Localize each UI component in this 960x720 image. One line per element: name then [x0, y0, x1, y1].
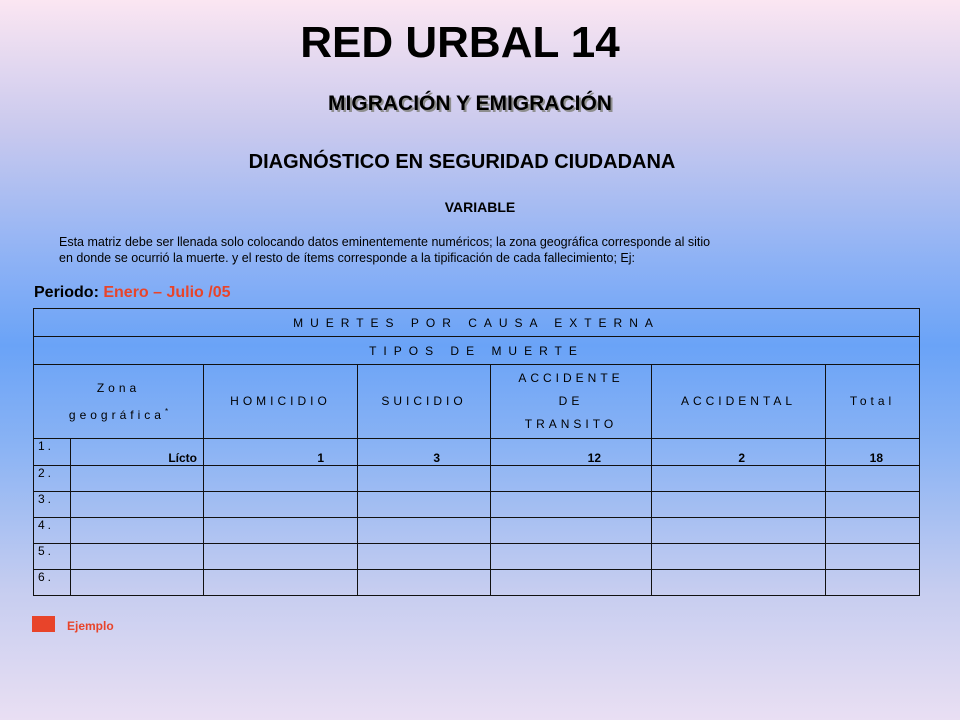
col-header-accidente: [491, 365, 652, 439]
cell-homicidio[interactable]: [204, 544, 358, 570]
variable-heading: VARIABLE: [444, 199, 516, 215]
cell-accidente[interactable]: [491, 544, 652, 570]
table-row: [34, 570, 920, 596]
cell-total[interactable]: [826, 518, 920, 544]
cell-accidente[interactable]: [491, 570, 652, 596]
cell-homicidio[interactable]: 1: [204, 439, 358, 466]
cell-homicidio[interactable]: [204, 466, 358, 492]
cell-total[interactable]: [826, 492, 920, 518]
cell-zona[interactable]: [71, 518, 204, 544]
cell-accidente[interactable]: [491, 466, 652, 492]
cell-accidental[interactable]: [652, 544, 826, 570]
row-number: 5.: [34, 544, 71, 570]
row-number: 2.: [34, 466, 71, 492]
cell-accidente[interactable]: [491, 492, 652, 518]
page-subtitle: MIGRACIÓN Y EMIGRACIÓN: [328, 92, 612, 115]
cell-total[interactable]: [826, 570, 920, 596]
period: [34, 284, 231, 302]
page-title: RED URBAL 14: [300, 18, 620, 67]
table-title: MUERTES POR CAUSA EXTERNA: [34, 309, 920, 337]
description-line-1: Esta matriz debe ser llenada solo colocando datos eminentemente numéricos; la zona geográfica corresponde al sitio: [59, 235, 711, 249]
col-header-accidental: ACCIDENTAL: [652, 365, 826, 439]
cell-accidental[interactable]: [652, 492, 826, 518]
cell-homicidio[interactable]: [204, 518, 358, 544]
col-header-accidente-line3: TRANSITO: [524, 417, 618, 431]
table-subtitle: TIPOS DE MUERTE: [34, 337, 920, 365]
legend-swatch: [32, 616, 55, 632]
table-row: [34, 492, 920, 518]
col-header-zona-line1: Zona: [96, 380, 141, 395]
col-header-accidente-line1: ACCIDENTE: [518, 371, 624, 385]
cell-accidental[interactable]: [652, 466, 826, 492]
cell-zona[interactable]: [71, 570, 204, 596]
description-text: [59, 234, 899, 266]
cell-suicidio[interactable]: [358, 492, 491, 518]
cell-zona[interactable]: Lícto: [71, 439, 204, 466]
legend-label: Ejemplo: [67, 619, 114, 633]
table-row: [34, 439, 920, 466]
cell-zona[interactable]: [71, 492, 204, 518]
cell-suicidio[interactable]: 3: [358, 439, 491, 466]
cell-total[interactable]: [826, 544, 920, 570]
cell-zona[interactable]: [71, 544, 204, 570]
deaths-table: [33, 308, 920, 596]
description-line-2: en donde se ocurrió la muerte. y el resto de ítems corresponde a la tipificación de cada fallecimiento; Ej:: [59, 251, 636, 265]
cell-suicidio[interactable]: [358, 466, 491, 492]
cell-accidental[interactable]: [652, 570, 826, 596]
cell-total[interactable]: [826, 466, 920, 492]
col-header-zona-line2-wrap: [34, 400, 203, 427]
col-header-suicidio: SUICIDIO: [358, 365, 491, 439]
cell-homicidio[interactable]: [204, 570, 358, 596]
table-row: [34, 466, 920, 492]
period-label: Periodo:: [34, 284, 99, 301]
col-header-zona: [34, 365, 204, 439]
row-number: 4.: [34, 518, 71, 544]
cell-suicidio[interactable]: [358, 570, 491, 596]
col-header-accidente-line2: DE: [558, 394, 584, 408]
cell-accidental[interactable]: [652, 518, 826, 544]
col-header-total: Total: [826, 365, 920, 439]
diagnostic-heading: DIAGNÓSTICO EN SEGURIDAD CIUDADANA: [248, 151, 676, 173]
col-header-zona-line2: geográfica: [68, 407, 165, 422]
col-header-zona-mark: *: [164, 406, 169, 416]
table-row: [34, 518, 920, 544]
period-value: Enero – Julio /05: [103, 284, 231, 301]
cell-accidente[interactable]: 12: [491, 439, 652, 466]
row-number: 1.: [34, 439, 71, 466]
cell-suicidio[interactable]: [358, 544, 491, 570]
col-header-homicidio: HOMICIDIO: [204, 365, 358, 439]
table-row: [34, 544, 920, 570]
cell-accidental[interactable]: 2: [652, 439, 826, 466]
cell-accidente[interactable]: [491, 518, 652, 544]
row-number: 3.: [34, 492, 71, 518]
cell-zona[interactable]: [71, 466, 204, 492]
row-number: 6.: [34, 570, 71, 596]
cell-suicidio[interactable]: [358, 518, 491, 544]
cell-total[interactable]: 18: [826, 439, 920, 466]
cell-homicidio[interactable]: [204, 492, 358, 518]
